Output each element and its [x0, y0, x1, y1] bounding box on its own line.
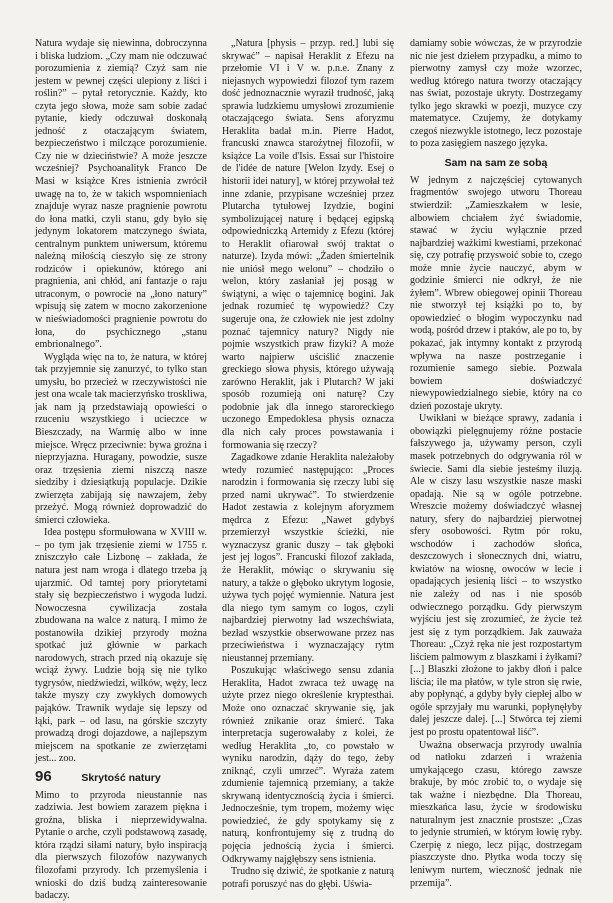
paragraph: Idea postępu sformułowana w XVIII w. – po tym jak trzęsienie ziemi w 1755 r. zniszczyło całe Lizbonę – zakłada, że natura jest nam wroga i dlatego trzeba ją ujarzmić. Od tamtej pory priorytetami stały się bezpieczeństwo i wygoda ludzi. Nowoczesna cywilizacja została zbudowana na walce z naturą. I mimo że postanowiła dzikiej przyrody można spotkać już głównie w parkach narodowych, strach przed nią okazuje się wciąż żywy. Ludzie boją się nie tylko tygrysów, niedźwiedzi, wilków, węży, lecz także myszy czy zwykłych domowych pająków. Trawnik wydaje się lepszy od łąki, park – od lasu, na górskie szczyty prowadzą drogi dojazdowe, a najlepszym miejscem na spotkanie ze zwierzętami jest... zoo.: [35, 527, 207, 765]
paragraph: Trudno się dziwić, że spotkanie z naturą potrafi poruszyć nas do głębi. Uświa-: [222, 866, 394, 890]
paragraph: W jednym z najczęściej cytowanych fragmentów swojego utworu Thoreau stwierdził: „Zamieszkałem w lesie, albowiem chciałem żyć świadomie, stawać w życiu wyłącznie przed najbardziej ważkimi kwestiami, przekonać się, czy potrafię przyswoić sobie to, czego może mnie życie nauczyć, abym w godzinie śmierci nie odkrył, że nie żyłem”. Wbrew obiegowej opinii Thoreau nie stworzył tej książki po to, by opowiedzieć o błogim wypoczynku nad wodą, pośród drzew i ptaków, ale po to, by pokazać, jak intymny kontakt z przyrodą wpływa na nasze postrzeganie i rozumienie samego siebie. Pozwala bowiem doświadczyć niewypowiedzialnego siebie, który na co dzień pozostaje ukryty.: [410, 174, 582, 412]
section-heading: Sam na sam ze sobą: [444, 156, 548, 169]
paragraph: Uwikłani w bieżące sprawy, zadania i obowiązki pielęgnujemy różne postacie fałszywego ja, używamy person, czyli masek potrzebnych do odgrywania ról w świecie. Sami dla siebie jesteśmy iluzją. Ale w ciszy lasu wszystkie nasze maski opadają. Nie są w ogóle potrzebne. Wreszcie możemy doświadczyć własnej natury, sfery do najbardziej pierwotnej sfery osobowości. Rytm pór roku, wschodów i zachodów słońca, deszczowych i słonecznych dni, wiatru, kwiatów na wiosnę, owoców w lecie i opadających jesienią liści – to wszystko nie zależy od nas i nie sposób odwiecznego porządku. Gdy pierwszym wyjściu jest się zrozumieć, że życie też jest się z tym porządkiem. Jak zauważa Thoreau: „Czyż ręka nie jest rozpostartym liściem palmowym z blaszkami i żyłkami? [...] Blaszki złożone to jakby dłoń i palce liścia; ile ma płatów, w tyle stron się rwie, aby popłynąć, a gdyby były ciepłej albo w ogóle sprzyjały mu warunki, popłynęłyby dalej jeszcze dalej. [...] Stwórca tej ziemi jest po prostu opatentował liść”.: [410, 413, 582, 738]
text-column-left: [35, 38, 207, 903]
paragraph: Mimo to przyroda nieustannie nas zadziwia. Jest bowiem zarazem piękna i groźna, bliska i nieprzewidywalna. Pytanie o arche, czyli podstawową zasadę, która rządzi siłami natury, było inspiracją dla pierwszych filozofów nazywanych filozofami przyrody. Ich przemyślenia i wnioski do dziś budzą zainteresowanie badaczy.: [35, 789, 207, 902]
paragraph: Zagadkowe zdanie Heraklita należałoby wtedy rozumieć następująco: „Proces narodzin i formowania się rzeczy lubi się przed nami ukrywać”. To stwierdzenie Hadot zestawia z kolejnym aforyzmem mędrca z Efezu: „Nawet gdybyś przemierzył wszystkie ścieżki, nie wyznaczysz granic duszy – tak głęboki jest jej logos”. Francuski filozof zakłada, że Heraklit, mówiąc o skrywaniu się natury, a także o głęboko ukrytym logosie, używa tych pojęć wymiennie. Natura jest dla niego tym samym co logos, czyli najbardziej pierwotny ład wszechświata, bezład wszystkie obserwowane przez nas przeciwieństwa i wyznaczający rytm nieustannej przemiany.: [222, 452, 394, 664]
paragraph: Uważna obserwacja przyrody uwalnia od natłoku zdarzeń i wrażenia umykającego czasu, którego zawsze brakuje, by móc zrobić to, o wydaje się tak ważne i niezbędne. Dla Thoreau, mieszkańca lasu, życie w środowisku naturalnym jest znacznie prostsze: „Czas to jedynie strumień, w którym łowię ryby. Czerpię z niego, lecz pijąc, dostrzegam piaszczyste dno. Płytka woda toczy się leniwym nurtem, wieczność jednak nie przemija”.: [410, 739, 582, 889]
paragraph: Natura wydaje się niewinna, dobroczynna i bliska ludziom. „Czy mam nie odczuwać porozumienia z ziemią? Czyż sam nie jestem w pewnej części ulepiony z liści i roślin?” – pytał retorycznie. Każdy, kto czyta jego słowa, może sam sobie zadać pytanie, kiedy odczuwał doskonałą jedność z otaczającym światem, bezpieczeństwo i milczące porozumienie. Czy nie w dzieciństwie? A może jeszcze wcześniej? Psychoanalityk Franco De Masi w książce Kres istnienia zwrócił uwagę na to, że w takich wspomnieniach znajduje wyraz nasze pragnienie powrotu do łona matki, czyli stanu, gdy było się jedynym lokatorem matczynego świata, centralnym punktem uniwersum, któremu należną miłością cieszyło się ze strony rodziców i opiekunów, którego ani pragnienia, ani chłód, ani fantazje o raju utraconym, o powrocie na „łono natury” wpisują się zatem w mocno zakorzenione w nieświadomości pragnienie powrotu do łona, do psychicznego „stanu embrionalnego”.: [35, 38, 207, 351]
text-column-right: [410, 38, 582, 890]
paragraph: Poszukując właściwego sensu zdania Heraklita, Hadot zwraca też uwagę na użyte przez niego określenie kryptesthai. Może ono oznaczać skrywanie się, jak również znikanie oraz śmierć. Taka interpretacja sugerowałaby z kolei, że według Heraklita „to, co powstało w wyniku narodzin, dąży do tego, żeby zniknąć, czyli umrzeć”. Wyraża zatem zdumienie tajemnicą przemiany, a także skrywaną identycznością życia i śmierci. Jednocześnie, tym tropem, możemy więc powiedzieć, że gdy spotykamy się z naturą, konfrontujemy się z trudną do pojęcia jednością życia i śmierci. Odkrywamy najgłębszy sens istnienia.: [222, 665, 394, 865]
section-heading: Skrytość natury: [81, 771, 161, 784]
paragraph: „Natura [physis – przyp. red.] lubi się skrywać” – napisał Heraklit z Efezu na przełomie VI i V w. p.n.e. Znany z niejasnych wypowiedzi filozof tym razem dość jednoznacznie wyraził trudność, jaką sprawia ludzkiemu umysłowi zrozumienie otaczającego świata. Sens aforyzmu Heraklita badał m.in. Pierre Hadot, francuski znawca starożytnej filozofii, w książce La voile d'Isis. Essai sur l'histoire de l'idée de nature [Welon Izydy. Esej o historii idei natury], w której przywołał też inne zdanie, przypisane wcześniej przez Plutarcha tytułowej Izydzie, bogini symbolizującej naturę i będącej egipską odpowiedniczką Artemidy z Efezu (której to Heraklit ofiarował swój traktat o naturze). Izyda mówi: „Żaden śmiertelnik nie uniósł mego welonu” – chodziło o welon, który zasłaniał jej posąg w świątyni, a więc o tajemnicę bogini. Jak jednak rozumieć tę wypowiedź? Czy sugeruje ona, że człowiek nie jest zdolny poznać tajemnicy natury? Nigdy nie pojmie wszystkich praw fizyki? A może warto najpierw uściślić znaczenie greckiego słowa physis, którego używają zarówno Heraklit, jak i Plutarch? W jaki sposób rozumieją oni naturę? Czy podobnie jak dla innego staroreckiego uczonego Empedoklesa physis oznacza dla nich cały proces powstawania i formowania się rzeczy?: [222, 38, 394, 451]
paragraph: Wygląda więc na to, że natura, w której tak przyjemnie się zanurzyć, to tylko stan umysłu, bo przecież w rzeczywistości nie jest ona wcale tak macierzyńsko troskliwa, jak nam ją przedstawiają opowieści o rzuceniu wszystkiego i ucieczce w Bieszczady, na Warmię albo w inne miejsce. Wręcz przeciwnie: bywa groźna i nieprzyjazna. Huragany, powodzie, susze oraz trzęsienia ziemi niszczą nasze siedziby i dziesiątkują populacje. Dzikie zwierzęta zabijają się nawzajem, żeby przeżyć. Mogą również doprowadzić do śmierci człowieka.: [35, 351, 207, 526]
text-column-middle: [222, 38, 394, 891]
paragraph: damiamy sobie wówczas, że w przyrodzie nic nie jest dziełem przypadku, a mimo to pierwotny zamysł czy może wzorzec, według którego natura tworzy otaczający nas świat, pozostaje ukryty. Dostrzegamy tylko jego skrawki w poezji, muzyce czy matematyce. Czujemy, że dotykamy czegoś niezwykle istotnego, lecz pozostaje to poza zasięgiem naszego języka.: [410, 38, 582, 150]
page-number: 96: [35, 768, 52, 785]
